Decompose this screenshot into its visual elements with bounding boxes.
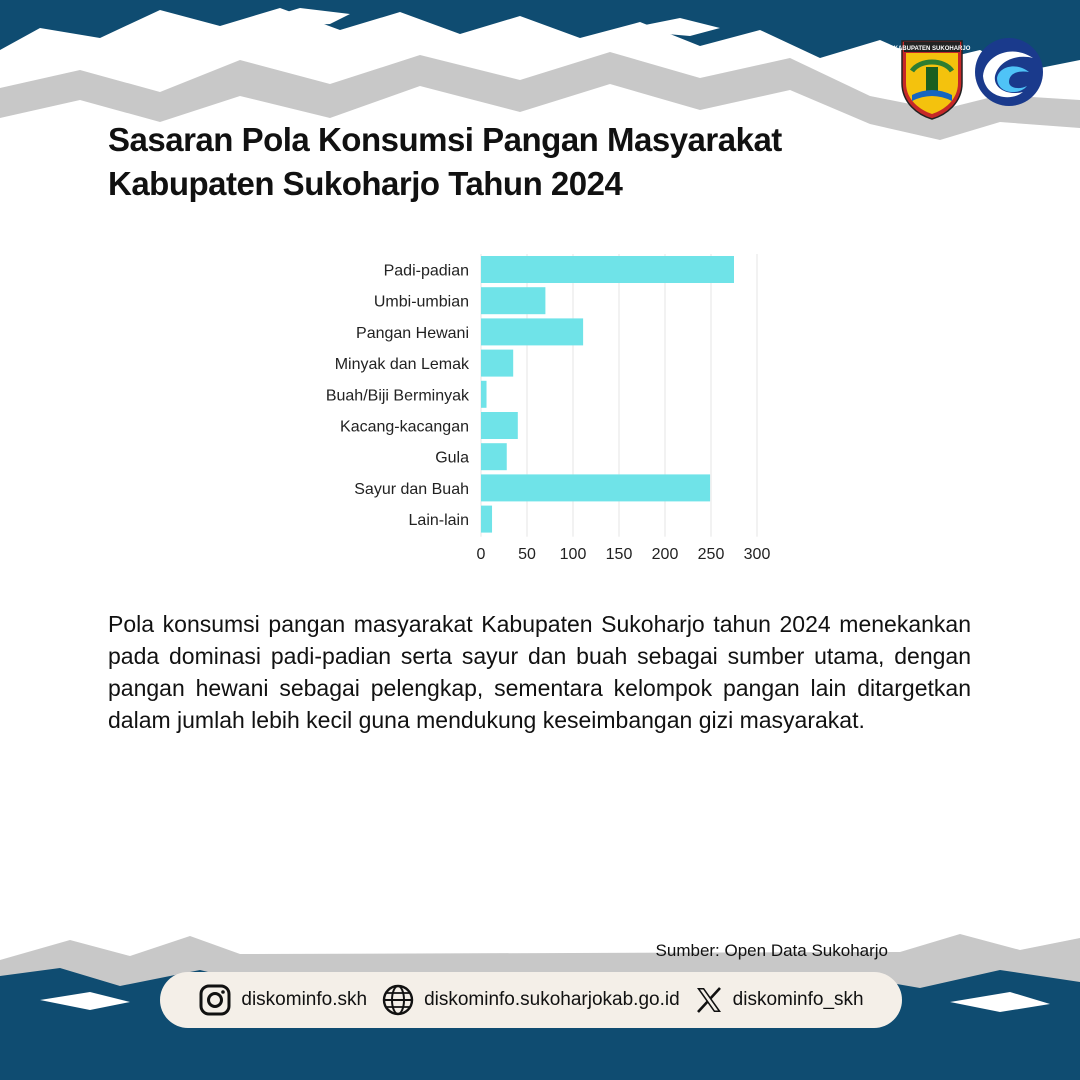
page-title [108,118,908,206]
regency-coat-of-arms-logo [893,37,971,121]
category-label: Pangan Hewani [356,324,469,342]
category-label: Kacang-kacangan [340,418,469,436]
footer-x[interactable] [694,985,864,1015]
category-label: Buah/Biji Berminyak [325,387,469,405]
bar [481,256,734,283]
description-paragraph: Pola konsumsi pangan masyarakat Kabupaten Sukoharjo tahun 2024 menekankan pada dominasi padi-padian serta sayur dan buah sebagai sumber utama, dengan pangan hewani sebagai pelengkap, sementara kelompok pangan lain ditargetkan dalam jumlah lebih kecil guna mendukung keseimbangan gizi masyarakat. [108,611,971,733]
bar [481,412,518,439]
bar [481,287,545,314]
category-label: Padi-padian [383,262,469,280]
title-line-1: Sasaran Pola Konsumsi Pangan Masyarakat [108,121,782,158]
instagram-handle: diskominfo.skh [241,989,368,1010]
category-label: Sayur dan Buah [354,480,469,498]
x-handle: diskominfo_skh [732,989,864,1010]
x-tick-label: 50 [518,545,536,563]
bar [481,443,507,470]
bar [481,506,492,533]
category-label: Minyak dan Lemak [334,356,469,374]
x-tick-label: 250 [697,545,725,563]
category-label: Gula [435,449,469,467]
bar [481,381,487,408]
x-tick-label: 200 [651,545,679,563]
footer-instagram[interactable] [198,983,367,1017]
bar [481,318,583,345]
title-line-2: Kabupaten Sukoharjo Tahun 2024 [108,165,623,202]
x-tick-label: 0 [476,545,486,563]
category-label: Lain-lain [408,512,469,530]
bar [481,474,710,501]
bar [481,350,513,377]
x-logo-icon [694,985,724,1015]
globe-icon [381,983,415,1017]
kominfo-logo [973,36,1045,108]
footer-website[interactable] [381,983,680,1017]
footer-contact-bar [160,972,902,1028]
horizontal-bar-chart [0,240,1080,570]
category-label: Umbi-umbian [373,293,469,311]
x-tick-label: 100 [559,545,587,563]
source-note: Sumber: Open Data Sukoharjo [655,941,888,960]
instagram-icon [198,983,232,1017]
logo-label: KABUPATEN SUKOHARJO [893,46,971,52]
website-url: diskominfo.sukoharjokab.go.id [424,989,680,1010]
x-tick-label: 150 [605,545,633,563]
x-tick-label: 300 [743,545,771,563]
